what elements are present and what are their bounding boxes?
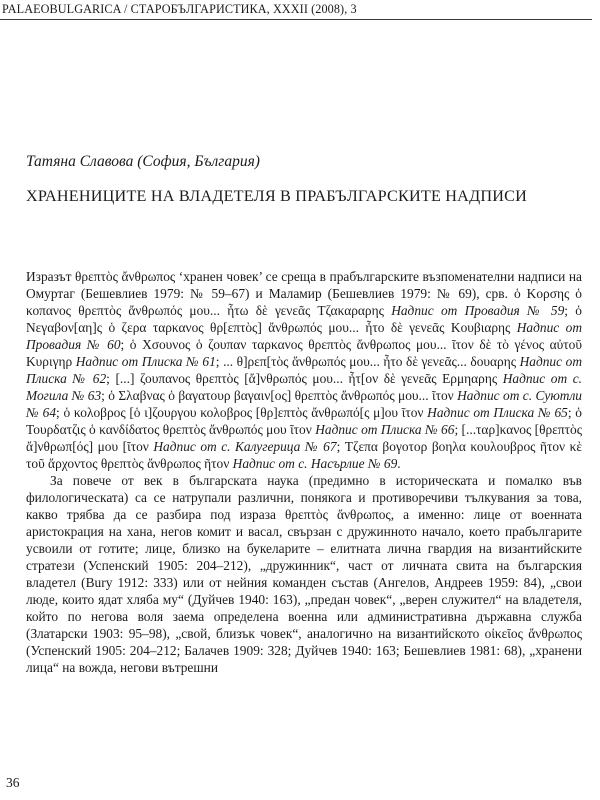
inscription-reference: Надпис от Плиска № 65	[427, 405, 568, 420]
page-number: 36	[6, 775, 20, 790]
body-text: ; [...] ζουπανος θρεπτὸς [ἄ]νθρωπός μου... ἦτ[ον δὲ γενεᾶς Ερμηαρης	[106, 371, 503, 386]
inscription-reference: Надпис от Плиска № 66	[315, 422, 455, 437]
body-paragraph	[26, 472, 582, 676]
inscription-reference: Надпис от Плиска № 61	[75, 354, 216, 369]
body-text: ; ὁ Νεγαβον[αη]ς ὁ ζερα ταρκανος θρ[επτὸς] ἄνθρωπός μου... ἦτο δὲ γενεᾶς Κουβιαρης	[26, 303, 582, 335]
header-rule	[0, 19, 592, 20]
inscription-reference: Надпис от с. Суютли № 64	[26, 388, 582, 420]
body-text: ; Τζεπα βογοτορ βοηλα κουλουβρος ῆτον κὲ τοῦ ἄρχοντος θρεπτὸς ἄνθρωπος ῆτον	[26, 439, 582, 471]
article-body	[26, 268, 582, 676]
inscription-reference: Надпис от Провадия № 59	[391, 303, 565, 318]
body-text: ; ὁ Σλαβνας ὁ βαγατουρ βαγαιν[ος] θρεπτὸς ἄνθρωπός μου... ῖτον	[101, 388, 458, 403]
body-text: За повече от век в българската наука (предимно в историческата и помалко във филологическата) са се натрупали различни, понякога и противоречиви тълкувания за това, какво трябва да се разбира под израза θρεπτὸς ἄνθρωπος, а именно: лице от военната аристокрация на хана, негов комит и васал, свързан с дружинното начало, което прабългарите усвоили от готите; лице, близко на букеларите – елитната лична гвардия на византийските стратези (Успенский 1905: 204–212), „дружинник“, част от личната свита на българския владетел (Bury 1912: 333) или от нейния команден състав (Ангелов, Андреев 1959: 84), „свои люде, които ядат хляба му“ (Дуйчев 1940: 163), „предан човек“, „верен служител“ на владетеля, който по негова воля заема определена военна или административна държавна служба (Златарски 1903: 95–98), „свой, близък човек“, аналогично на византийското οἰκεῖος ἄνθρωπος (Успенский 1905: 204–212; Балачев 1909: 328; Дуйчев 1940: 163; Бешевлиев 1981: 68), „хранени лица“ на вожда, негови вътрешни	[26, 473, 582, 675]
body-text: ; ὁ Τουρδατζις ὁ κανδίδατος θρεπτὸς ἄνθρωπός μου ῖτον	[26, 405, 582, 437]
body-text: ; ... θ]ρεπ[τὸς ἄνθρωπός μου... ἦτο δὲ γενεᾶς... δουαρης	[215, 354, 520, 369]
inscription-reference: Надпис от с. Могила № 63	[26, 371, 582, 403]
inscription-reference: Надпис от Провадия № 60	[26, 320, 582, 352]
author-line: Татяна Славова (София, България)	[26, 153, 260, 170]
inscription-reference: Надпис от с. Насърлие № 69	[232, 456, 398, 471]
article-title: ХРАНЕНИЦИТЕ НА ВЛАДЕТЕЛЯ В ПРАБЪЛГАРСКИТЕ НАДПИСИ	[26, 187, 527, 205]
body-text: .	[397, 456, 401, 471]
body-text: Изразът θρεπτὸς ἄνθρωπος ‘хранен човек’ се среща в прабългарските възпоменателни надписи на Омуртаг (Бешевлиев 1979: № 59–67) и Маламир (Бешевлиев 1979: № 69), срв. ὁ Κορσης ὁ κοπανος θρεπτὸς ἄνθρωπός μου... ἦτω δὲ γενεᾶς Τζακαραρης	[26, 269, 582, 318]
body-paragraph	[26, 268, 582, 472]
body-text: ; ὁ Χσουνος ὁ ζουπαν ταρκανος θρεπτὸς ἄνθρωπος μου... ῖτον δὲ τὸ γένος αὐτοῦ Κυριγηρ	[26, 337, 582, 369]
inscription-reference: Надпис от Плиска № 62	[26, 354, 582, 386]
body-text: ; [...ταρ]κανος [θρεπτὸς ἄ]νθρωπ[ός] μου [ῖτον	[26, 422, 582, 454]
running-head: PALAEOBULGARICA / СТАРОБЪЛГАРИСТИКА, XXXII (2008), 3	[2, 2, 357, 16]
body-text: ; ὁ κολοβρος [ὁ ι]ζουργου κολοβρος [θρ]επτὸς ἄνθρωπό[ς μ]ου ῖτον	[56, 405, 428, 420]
inscription-reference: Надпис от с. Калугерица № 67	[153, 439, 337, 454]
